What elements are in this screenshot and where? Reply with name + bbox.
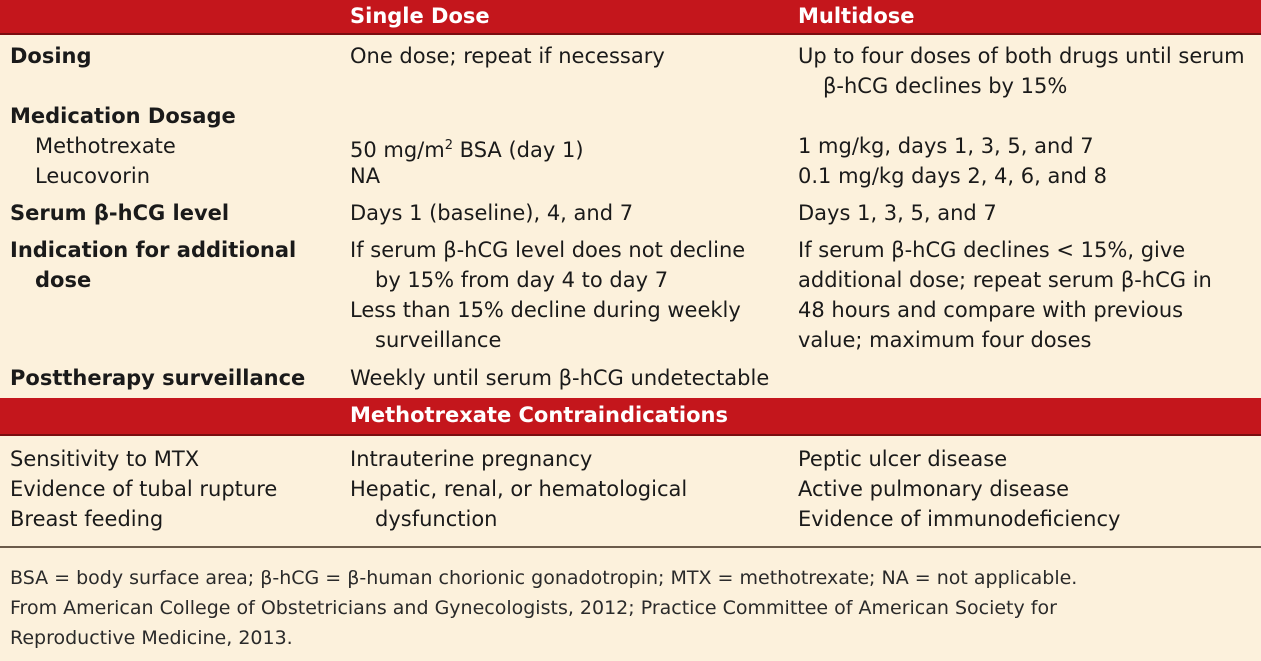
contra-col3-item: Evidence of immunodeficiency	[798, 507, 1121, 531]
contra-col1-item: Evidence of tubal rupture	[10, 477, 278, 501]
row-label-posttherapy: Posttherapy surveillance	[10, 366, 306, 390]
indication-multi-line2: additional dose; repeat serum β-hCG in	[798, 268, 1212, 292]
posttherapy-single: Weekly until serum β-hCG undetectable	[350, 366, 770, 390]
dosing-multi-line2: β-hCG declines by 15%	[823, 74, 1068, 98]
contra-col1-item: Sensitivity to MTX	[10, 447, 200, 471]
indication-single-line4: surveillance	[375, 328, 502, 352]
contraindications-title: Methotrexate Contraindications	[350, 403, 728, 427]
row-label-medication-dosage: Medication Dosage	[10, 104, 236, 128]
indication-single-line2: by 15% from day 4 to day 7	[375, 268, 669, 292]
dosing-multi-line1: Up to four doses of both drugs until serum	[798, 44, 1245, 68]
indication-single-line1: If serum β-hCG level does not decline	[350, 238, 746, 262]
contra-col2-line2: Hepatic, renal, or hematological	[350, 477, 688, 501]
footnote-divider	[0, 546, 1261, 548]
footnote-abbreviations: BSA = body surface area; β-hCG = β-human chorionic gonadotropin; MTX = methotrexate; NA = not applicable.	[10, 567, 1078, 589]
leucovorin-multi: 0.1 mg/kg days 2, 4, 6, and 8	[798, 164, 1108, 188]
methotrexate-single: 50 $mg/m^2$ BSA (day 1)	[350, 138, 584, 162]
row-label-methotrexate: Methotrexate	[35, 134, 176, 158]
dosing-single: One dose; repeat if necessary	[350, 44, 665, 68]
contra-col2-line1: Intrauterine pregnancy	[350, 447, 593, 471]
contra-col3-item: Active pulmonary disease	[798, 477, 1070, 501]
indication-single-line3: Less than 15% decline during weekly	[350, 298, 741, 322]
serum-single: Days 1 (baseline), 4, and 7	[350, 201, 634, 225]
indication-multi-line1: If serum β-hCG declines < 15%, give	[798, 238, 1186, 262]
row-label-indication-line1: Indication for additional	[10, 238, 297, 262]
leucovorin-single: NA	[350, 164, 381, 188]
contra-col3-item: Peptic ulcer disease	[798, 447, 1008, 471]
row-label-indication-line2: dose	[35, 268, 92, 292]
header-single-dose: Single Dose	[350, 4, 490, 28]
methotrexate-multi: 1 mg/kg, days 1, 3, 5, and 7	[798, 134, 1094, 158]
contra-col1-item: Breast feeding	[10, 507, 164, 531]
indication-multi-line4: value; maximum four doses	[798, 328, 1092, 352]
table-header-bar	[0, 0, 1261, 35]
row-label-leucovorin: Leucovorin	[35, 164, 151, 188]
row-label-dosing: Dosing	[10, 44, 92, 68]
indication-multi-line3: 48 hours and compare with previous	[798, 298, 1184, 322]
row-label-serum-level: Serum β-hCG level	[10, 201, 230, 225]
header-multidose: Multidose	[798, 4, 915, 28]
contraindications-header-bar	[0, 398, 1261, 436]
serum-multi: Days 1, 3, 5, and 7	[798, 201, 997, 225]
footnote-source-line1: From American College of Obstetricians and Gynecologists, 2012; Practice Committee of American Society for	[10, 597, 1057, 619]
footnote-source-line2: Reproductive Medicine, 2013.	[10, 627, 293, 649]
contra-col2-line3: dysfunction	[375, 507, 498, 531]
